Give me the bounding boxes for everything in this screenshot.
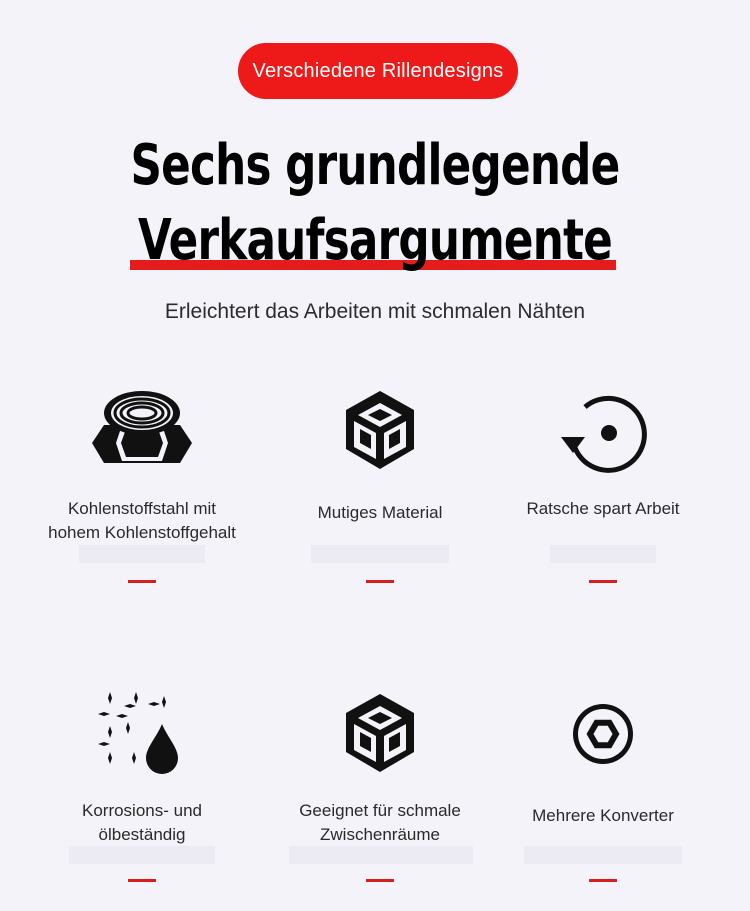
feature-label-line-2: ölbeständig [98, 825, 186, 844]
label-shadow [524, 846, 682, 864]
hex-nut-icon [17, 385, 267, 475]
feature-label-line-2: Zwischenräume [320, 825, 440, 844]
feature-label-line-1: Korrosions- und [81, 801, 202, 820]
feature-label [478, 497, 728, 521]
feature-label-line-1: Mutiges Material [317, 503, 443, 522]
feature-divider [589, 879, 617, 882]
ratchet-rotate-icon [478, 385, 728, 475]
feature-divider [366, 879, 394, 882]
subtitle: Erleichtert das Arbeiten mit schmalen Nähten [164, 300, 586, 323]
feature-divider [589, 580, 617, 583]
feature-material [255, 385, 505, 595]
feature-divider [128, 580, 156, 583]
label-shadow [311, 545, 449, 563]
headline-line-1: Sechs grundlegende [130, 133, 620, 198]
feature-label-line-1: Geeignet für schmale [299, 801, 461, 820]
label-shadow [69, 846, 215, 864]
label-shadow [79, 545, 205, 563]
cube-narrow-icon [255, 692, 505, 782]
feature-label-line-2: hohem Kohlenstoffgehalt [48, 523, 236, 542]
feature-label-line-1: Ratsche spart Arbeit [526, 499, 680, 518]
feature-label [478, 804, 728, 828]
feature-ratchet [478, 385, 728, 595]
feature-label-line-1: Mehrere Konverter [532, 806, 674, 825]
feature-narrow-spaces [255, 692, 505, 892]
feature-corrosion [17, 692, 267, 892]
feature-label [255, 501, 505, 525]
feature-label [255, 799, 505, 847]
category-badge [238, 43, 518, 99]
category-badge-label: Verschiedene Rillendesigns [252, 59, 504, 82]
headline-line-2: Verkaufsargumente [137, 208, 613, 273]
hex-socket-icon [478, 692, 728, 782]
feature-label [17, 497, 267, 545]
feature-converters [478, 692, 728, 892]
feature-divider [128, 879, 156, 882]
feature-label [17, 799, 267, 847]
feature-divider [366, 580, 394, 583]
oil-drop-icon [17, 692, 267, 782]
label-shadow [289, 846, 473, 864]
feature-carbon-steel [17, 385, 267, 595]
cube-material-icon [255, 385, 505, 475]
label-shadow [550, 545, 656, 563]
feature-label-line-1: Kohlenstoffstahl mit [67, 499, 217, 518]
